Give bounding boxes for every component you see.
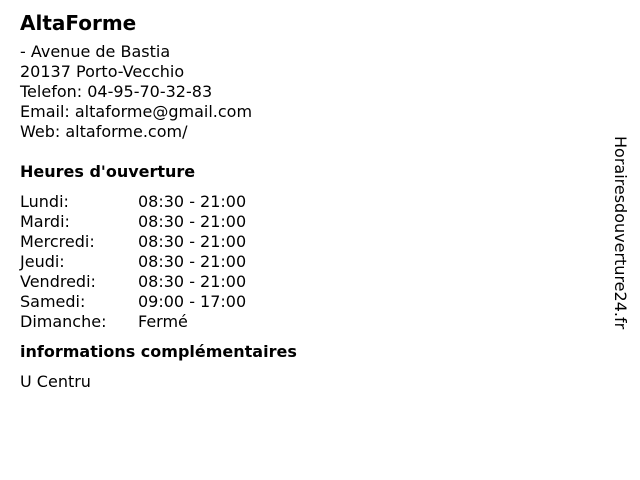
additional-info-text: U Centru [20, 372, 91, 391]
day-label: Vendredi: [20, 272, 96, 291]
hours-row-wednesday [20, 232, 590, 252]
time-value: 09:00 - 17:00 [138, 292, 247, 311]
day-label: Mardi: [20, 212, 70, 231]
site-watermark [610, 136, 630, 346]
address-line-2: 20137 Porto-Vecchio [20, 62, 185, 81]
opening-hours-heading: Heures d'ouverture [20, 162, 196, 181]
additional-info-heading: informations complémentaires [20, 342, 297, 361]
email-line: Email: altaforme@gmail.com [20, 102, 253, 121]
opening-hours-table [20, 192, 590, 332]
time-value: 08:30 - 21:00 [138, 212, 247, 231]
address-line-1: - Avenue de Bastia [20, 42, 171, 61]
watermark-text: Horairesdouverture24.fr [611, 136, 630, 330]
time-value: 08:30 - 21:00 [138, 232, 247, 251]
hours-row-saturday [20, 292, 590, 312]
day-label: Dimanche: [20, 312, 107, 331]
time-value: 08:30 - 21:00 [138, 272, 247, 291]
business-name: AltaForme [20, 11, 137, 35]
time-value: Fermé [138, 312, 188, 331]
day-label: Jeudi: [20, 252, 65, 271]
day-label: Lundi: [20, 192, 69, 211]
hours-row-sunday [20, 312, 590, 332]
day-label: Mercredi: [20, 232, 95, 251]
time-value: 08:30 - 21:00 [138, 192, 247, 211]
hours-row-monday [20, 192, 590, 212]
web-line: Web: altaforme.com/ [20, 122, 188, 141]
hours-row-tuesday [20, 212, 590, 232]
time-value: 08:30 - 21:00 [138, 252, 247, 271]
phone-line: Telefon: 04-95-70-32-83 [20, 82, 213, 101]
business-card [20, 10, 590, 392]
day-label: Samedi: [20, 292, 86, 311]
hours-row-friday [20, 272, 590, 292]
hours-row-thursday [20, 252, 590, 272]
